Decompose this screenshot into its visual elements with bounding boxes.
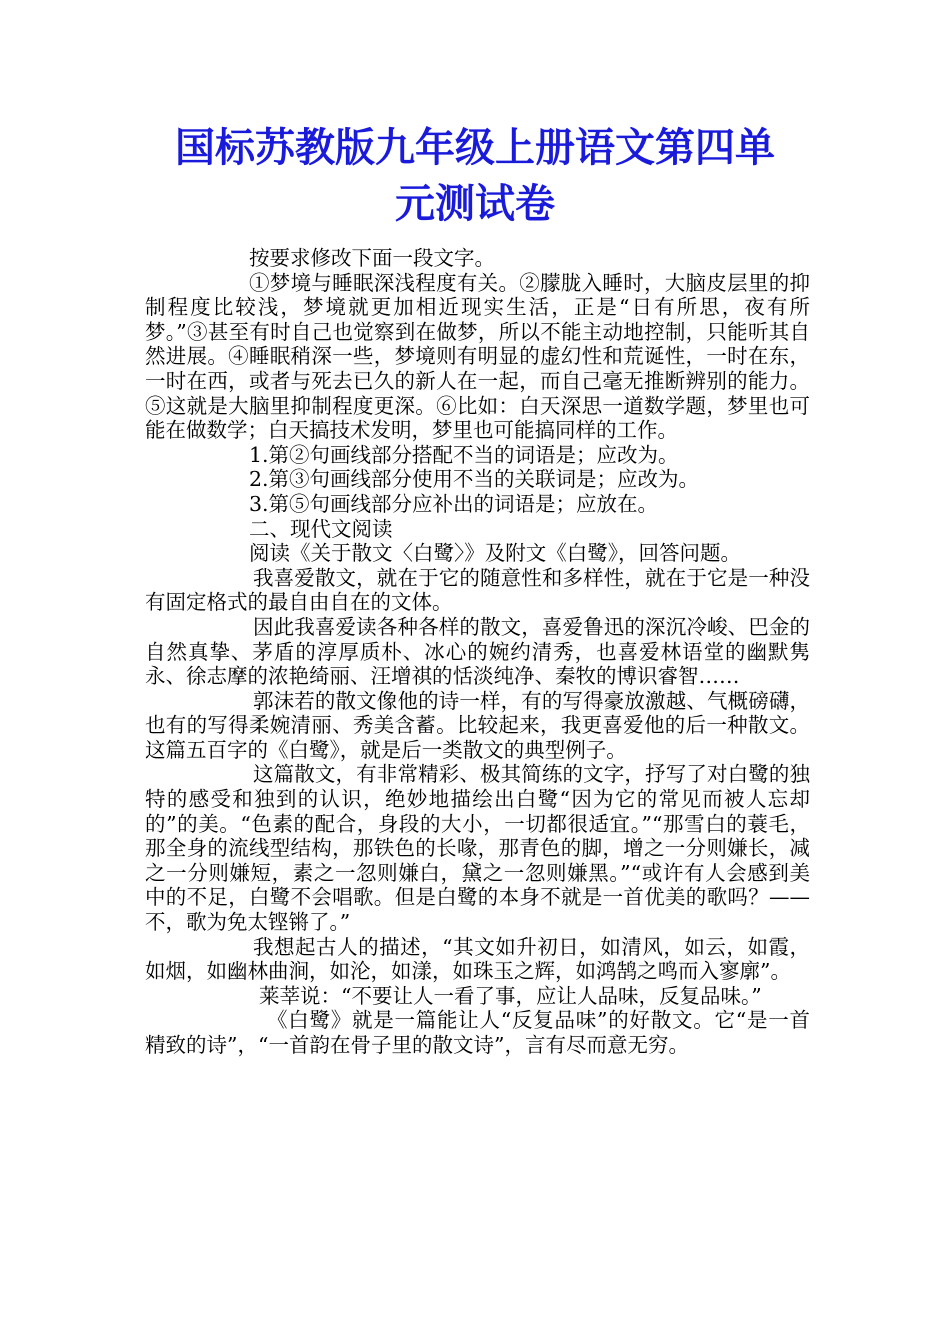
essay-paragraph: 因此我喜爱读各种各样的散文，喜爱鲁迅的深沉冷峻、巴金的自然真挚、茅盾的淳厚质朴、冰心的婉约清秀，也喜爱林语堂的幽默隽永、徐志摩的浓艳绮丽、汪增祺的恬淡纯净、秦牧的博识睿智…… bbox=[145, 614, 810, 689]
reading-instruction: 阅读《关于散文〈白鹭〉》及附文《白鹭》，回答问题。 bbox=[249, 541, 741, 566]
question-3: 3.第⑤句画线部分应补出的词语是；应放在。 bbox=[249, 491, 659, 516]
essay-paragraph: 莱莘说：“不要让人一看了事，应让人品味，反复品味。” bbox=[259, 983, 762, 1008]
essay-paragraph: 这篇散文，有非常精彩、极其简练的文字，抒写了对白鹭的独特的感受和独到的认识，绝妙地描绘出白鹭“因为它的常见而被人忘却的”的美。“色素的配合，身段的大小，一切都很适宜。”“那雪白的蓑毛，那全身的流线型结构，那铁色的长喙，那青色的脚，增之一分则嫌长，减之一分则嫌短，素之一忽则嫌白，黛之一忽则嫌黑。”“或许有人会感到美中的不足，白鹭不会唱歌。但是白鹭的本身不就是一首优美的歌吗？——不，歌为免太铿锵了。” bbox=[145, 762, 810, 935]
instruction-paragraph: 按要求修改下面一段文字。 bbox=[249, 246, 495, 270]
essay-paragraph: 我喜爱散文，就在于它的随意性和多样性，就在于它是一种没有固定格式的最自由自在的文体。 bbox=[145, 565, 810, 615]
question-1: 1.第②句画线部分搭配不当的词语是；应改为。 bbox=[249, 442, 679, 467]
question-2: 2.第③句画线部分使用不当的关联词是；应改为。 bbox=[249, 467, 700, 492]
essay-paragraph: 《白鹭》就是一篇能让人“反复品味”的好散文。它“是一首精致的诗”，“一首韵在骨子里的散文诗”，言有尽而意无穷。 bbox=[145, 1008, 810, 1057]
title-line-1: 国标苏教版九年级上册语文第四单 bbox=[175, 125, 775, 171]
essay-paragraph: 郭沫若的散文像他的诗一样，有的写得豪放激越、气概磅礴，也有的写得柔婉清丽、秀美含蓄。比较起来，我更喜爱他的后一种散文。这篇五百字的《白鹭》，就是后一类散文的典型例子。 bbox=[145, 688, 810, 762]
essay-paragraph: 我想起古人的描述，“其文如升初日，如清风，如云，如霞，如烟，如幽林曲涧，如沦，如漾，如珠玉之辉，如鸿鹄之鸣而入寥廓”。 bbox=[145, 934, 810, 984]
title-line-2: 元测试卷 bbox=[395, 181, 555, 227]
document-body bbox=[145, 246, 810, 1058]
section-heading: 二、现代文阅读 bbox=[249, 516, 393, 541]
document-title bbox=[120, 120, 830, 232]
passage-paragraph: ①梦境与睡眠深浅程度有关。②朦胧入睡时，大脑皮层里的抑制程度比较浅，梦境就更加相近现实生活，正是“日有所思，夜有所梦。”③甚至有时自己也觉察到在做梦，所以不能主动地控制，只能听其自然进展。④睡眠稍深一些，梦境则有明显的虚幻性和荒诞性，一时在东，一时在西，或者与死去已久的新人在一起，而自己毫无推断辨别的能力。⑤这就是大脑里抑制程度更深。⑥比如：白天深思一道数学题，梦里也可能在做数学；白天搞技术发明，梦里也可能搞同样的工作。 bbox=[145, 270, 810, 443]
